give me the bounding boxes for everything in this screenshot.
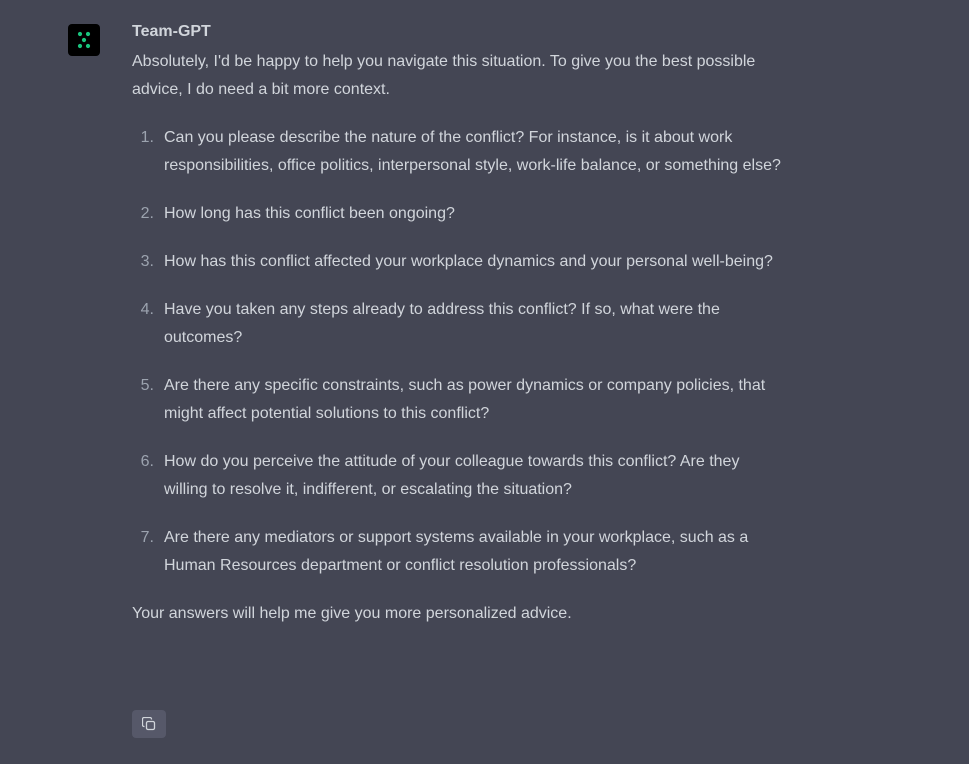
copy-icon [142, 717, 156, 731]
list-item [132, 372, 782, 428]
list-item [132, 524, 782, 580]
list-item-number: 5. [140, 377, 154, 394]
closing-paragraph: Your answers will help me give you more personalized advice. [132, 605, 572, 622]
list-item [132, 124, 782, 180]
message-content [132, 19, 782, 628]
team-gpt-logo-icon [68, 24, 100, 56]
list-item-number: 2. [140, 205, 154, 222]
copy-button[interactable] [132, 710, 166, 738]
list-item-text: How do you perceive the attitude of your colleague towards this conflict? Are they willing to resolve it, indifferent, or escalating the situation? [164, 453, 740, 498]
list-item-number: 1. [140, 129, 154, 146]
list-item [132, 448, 782, 504]
intro-paragraph: Absolutely, I'd be happy to help you navigate this situation. To give you the best possible advice, I do need a bit more context. [132, 53, 756, 98]
list-item-number: 4. [140, 301, 154, 318]
list-item [132, 248, 782, 276]
list-item-text: How long has this conflict been ongoing? [164, 205, 455, 222]
list-item-text: Are there any specific constraints, such as power dynamics or company policies, that might affect potential solutions to this conflict? [164, 377, 766, 422]
list-item-text: Can you please describe the nature of the conflict? For instance, is it about work responsibilities, office politics, interpersonal style, work-life balance, or something else? [164, 129, 781, 174]
list-item-text: Have you taken any steps already to address this conflict? If so, what were the outcomes? [164, 301, 720, 346]
list-item-number: 6. [140, 453, 154, 470]
author-name: Team-GPT [132, 23, 211, 40]
list-item [132, 296, 782, 352]
list-item-number: 7. [140, 529, 154, 546]
list-item [132, 200, 782, 228]
question-list [132, 124, 782, 580]
list-item-text: Are there any mediators or support systems available in your workplace, such as a Human Resources department or conflict resolution professionals? [164, 529, 749, 574]
list-item-text: How has this conflict affected your workplace dynamics and your personal well-being? [164, 253, 773, 270]
list-item-number: 3. [140, 253, 154, 270]
